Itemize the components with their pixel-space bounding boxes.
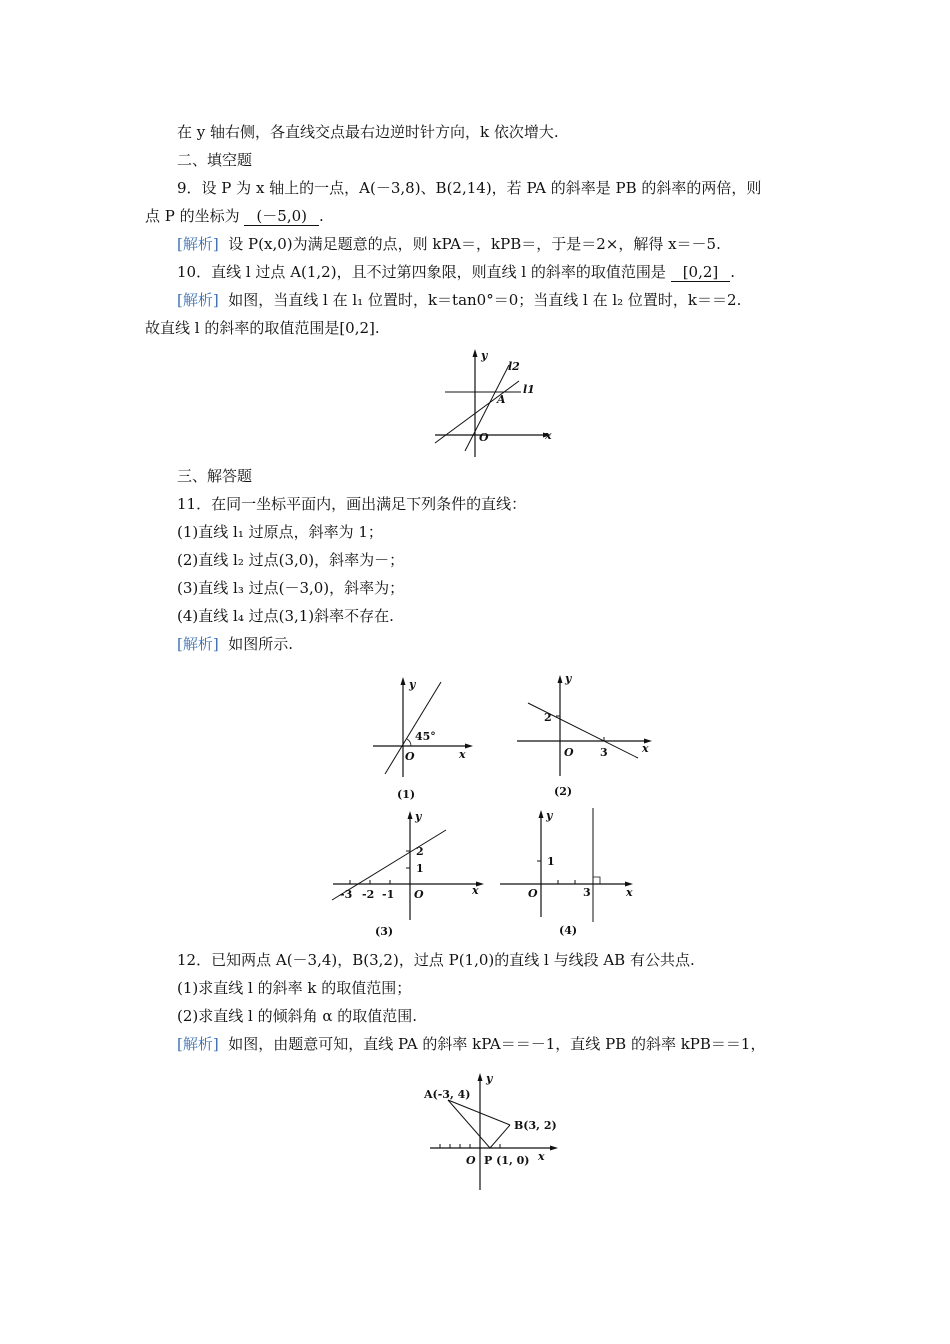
tick-label: -3 bbox=[340, 888, 353, 901]
section-heading: 二、填空题 bbox=[177, 151, 253, 169]
angle-label: 45° bbox=[415, 730, 436, 743]
y-arrow bbox=[539, 810, 544, 818]
condition-2: (2)直线 l₂ 过点(3,0)，斜率为－； bbox=[177, 551, 405, 569]
analysis-text: 如图所示. bbox=[228, 635, 294, 653]
y-arrow bbox=[478, 1073, 483, 1081]
question-10 bbox=[177, 262, 735, 282]
y-label: y bbox=[481, 349, 488, 362]
origin-label: O bbox=[528, 887, 538, 900]
question-12-part-1: (1)求直线 l 的斜率 k 的取值范围； bbox=[177, 979, 412, 997]
analysis-tag: [解析] bbox=[177, 1035, 219, 1053]
analysis-11 bbox=[177, 634, 293, 654]
answer-prefix: 点 P 的坐标为 bbox=[145, 207, 240, 225]
text-line: 故直线 l 的斜率的取值范围是[0,2]. bbox=[145, 319, 380, 337]
x-arrow bbox=[550, 1146, 558, 1151]
y-label: y bbox=[415, 810, 422, 823]
tick-label: -1 bbox=[382, 888, 395, 901]
tick-label: 2 bbox=[544, 711, 552, 724]
section-heading: 三、解答题 bbox=[177, 467, 253, 485]
analysis-tag: [解析] bbox=[177, 235, 219, 253]
figure-q10 bbox=[425, 345, 565, 460]
question-text: 10．直线 l 过点 A(1,2)，且不过第四象限，则直线 l 的斜率的取值范围是 bbox=[177, 263, 666, 281]
tick-label: 3 bbox=[600, 746, 608, 759]
x-label: x bbox=[642, 742, 649, 755]
caption: (2) bbox=[554, 785, 573, 798]
analysis-12 bbox=[177, 1034, 765, 1054]
y-arrow bbox=[558, 675, 563, 683]
analysis-text: 如图，当直线 l 在 l₁ 位置时，k＝tan0°＝0；当直线 l 在 l₂ 位置时，k＝＝2. bbox=[228, 291, 742, 309]
figure-1 bbox=[365, 672, 485, 807]
l1-label: l1 bbox=[523, 383, 535, 396]
point-p-label: P (1, 0) bbox=[484, 1154, 530, 1167]
answer-suffix: . bbox=[318, 207, 324, 225]
analysis-text: 如图，由题意可知，直线 PA 的斜率 kPA＝＝－1，直线 PB 的斜率 kPB＝＝1， bbox=[228, 1035, 766, 1053]
condition-4: (4)直线 l₄ 过点(3,1)斜率不存在. bbox=[177, 607, 394, 625]
question-11: 11．在同一坐标平面内，画出满足下列条件的直线： bbox=[177, 495, 527, 513]
right-angle-mark bbox=[593, 877, 600, 884]
segment-ab bbox=[448, 1100, 510, 1125]
figure-2 bbox=[512, 668, 662, 803]
y-label: y bbox=[409, 678, 416, 691]
y-label: y bbox=[546, 809, 553, 822]
y-arrow bbox=[408, 811, 413, 819]
y-label: y bbox=[486, 1072, 493, 1085]
tick-label: 1 bbox=[416, 862, 424, 875]
point-b-label: B(3, 2) bbox=[514, 1119, 557, 1132]
question-9-answer-line bbox=[145, 206, 324, 226]
origin-label: O bbox=[479, 431, 489, 444]
y-arrow bbox=[473, 349, 478, 357]
analysis-tag: [解析] bbox=[177, 291, 219, 309]
x-label: x bbox=[626, 886, 633, 899]
answer-suffix: . bbox=[730, 263, 736, 281]
analysis-tag: [解析] bbox=[177, 635, 219, 653]
x-label: x bbox=[472, 884, 479, 897]
answer-blank: [0,2] bbox=[671, 264, 731, 282]
tick-label: -2 bbox=[362, 888, 375, 901]
origin-label: O bbox=[466, 1154, 476, 1167]
question-12-part-2: (2)求直线 l 的倾斜角 α 的取值范围. bbox=[177, 1007, 418, 1025]
x-label: x bbox=[545, 429, 552, 442]
point-a-label: A(-3, 4) bbox=[424, 1088, 471, 1101]
caption: (4) bbox=[559, 924, 578, 937]
y-arrow bbox=[401, 677, 406, 685]
l2-label: l2 bbox=[508, 360, 520, 373]
tick-label: 1 bbox=[547, 855, 555, 868]
condition-3: (3)直线 l₃ 过点(－3,0)，斜率为； bbox=[177, 579, 405, 597]
figure-q12 bbox=[422, 1070, 572, 1195]
origin-label: O bbox=[405, 750, 415, 763]
line-l bbox=[435, 381, 519, 443]
caption: (1) bbox=[397, 788, 416, 801]
y-label: y bbox=[565, 672, 572, 685]
analysis-10 bbox=[177, 290, 741, 310]
analysis-text: 设 P(x,0)为满足题意的点，则 kPA＝，kPB＝，于是＝2×，解得 x＝－5. bbox=[228, 235, 721, 253]
segment-pa bbox=[448, 1100, 490, 1148]
x-label: x bbox=[459, 748, 466, 761]
caption: (3) bbox=[375, 925, 394, 938]
answer-blank: (－5,0) bbox=[244, 208, 319, 226]
analysis-9 bbox=[177, 234, 721, 254]
tick-label: 2 bbox=[416, 845, 424, 858]
question-9: 9．设 P 为 x 轴上的一点，A(－3,8)、B(2,14)，若 PA 的斜率是 PB 的斜率的两倍，则 bbox=[177, 179, 762, 197]
origin-label: O bbox=[414, 888, 424, 901]
question-12: 12．已知两点 A(－3,4)，B(3,2)，过点 P(1,0)的直线 l 与线段 AB 有公共点. bbox=[177, 951, 695, 969]
text-line: 在 y 轴右侧，各直线交点最右边逆时针方向，k 依次增大. bbox=[177, 123, 559, 141]
x-arrow bbox=[465, 744, 473, 749]
point-a-label: A bbox=[497, 393, 506, 406]
origin-label: O bbox=[564, 746, 574, 759]
figure-3 bbox=[328, 808, 493, 943]
condition-1: (1)直线 l₁ 过原点，斜率为 1； bbox=[177, 523, 383, 541]
angle-arc bbox=[407, 739, 411, 746]
figure-4 bbox=[495, 805, 645, 940]
x-label: x bbox=[538, 1150, 545, 1163]
tick-label: 3 bbox=[583, 886, 591, 899]
